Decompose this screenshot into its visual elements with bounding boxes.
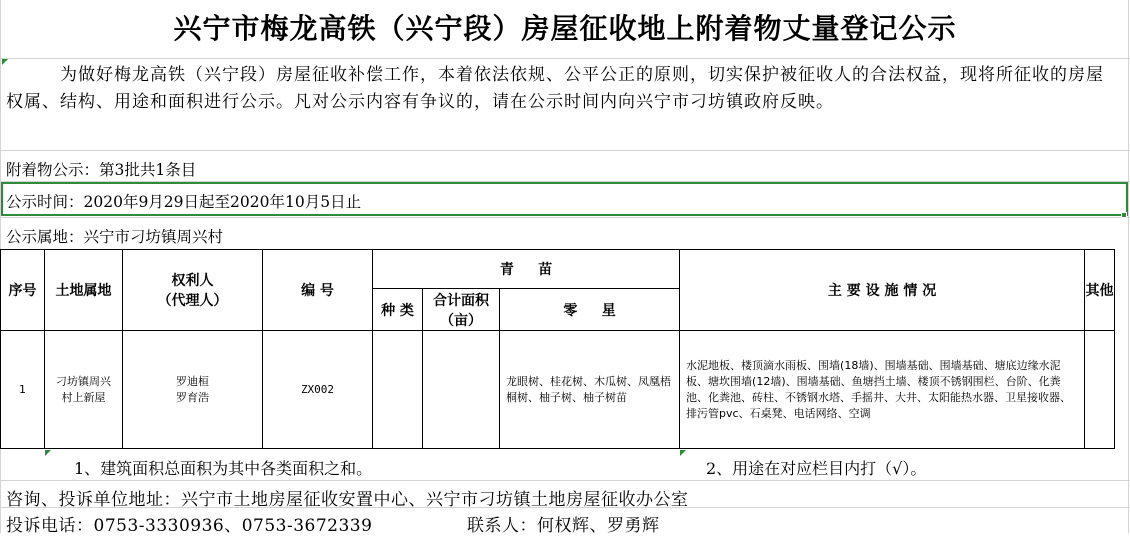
page-title: 兴宁市梅龙高铁（兴宁段）房屋征收地上附着物丈量登记公示 [173,12,957,45]
grid-line [0,217,1130,218]
cell-code: ZX002 [263,331,373,449]
registry-table [0,249,1115,449]
cell-seq: 1 [1,331,45,449]
header-other: 其他 [1085,250,1115,331]
grid-line [0,150,1130,151]
grid-line [0,58,1130,59]
cell-owner [123,331,263,449]
location-info: 公示属地：兴宁市刁坊镇周兴村 [6,228,224,246]
header-owner-line2: （代理人） [157,293,228,309]
note-1: 1、建筑面积总面积为其中各类面积之和。 [74,459,373,478]
cell-area [423,331,500,449]
period-info: 公示时间：2020年9月29日起至2020年10月5日止 [6,193,362,211]
cell-other [1085,331,1115,449]
contact-address: 咨询、投诉单位地址：兴宁市土地房屋征收安置中心、兴宁市刁坊镇土地房屋征收办公室 [6,490,689,510]
header-crops: 青 苗 [373,250,680,289]
header-owner [123,250,263,331]
header-owner-line1: 权利人 [171,273,214,289]
cell-scattered: 龙眼树、桂花树、木瓜树、凤凰梧桐树、柚子树、柚子树苗 [500,331,680,449]
contact-people: 联系人：何权辉、罗勇辉 [467,516,660,536]
cell-kind [373,331,423,449]
cell-land-text: 刁坊镇周兴村上新屋 [56,374,111,404]
header-area-line2: （亩） [440,312,482,329]
header-code: 编 号 [263,250,373,331]
owner-name-2: 罗育浩 [176,390,209,404]
table-row [1,331,1115,449]
cell-comment-marker [45,450,51,456]
header-kind: 种 类 [373,289,423,331]
intro-paragraph: 为做好梅龙高铁（兴宁段）房屋征收补偿工作，本着依法依规、公平公正的原则，切实保护被征收人的合法权益，现将所征收的房屋权属、结构、用途和面积进行公示。凡对公示内容有争议的，请在公示时间内向兴宁市刁坊镇政府反映。 [6,65,1104,112]
cell-facilities: 水泥地板、楼顶滴水雨板、围墙(18墙)、围墙基础、围墙基础、塘底边缘水泥板、塘坎围墙(12墙)、围墙基础、鱼塘挡土墙、楼顶不锈钢围栏、台阶、化粪池、化粪池、砖柱、不锈钢水塔、手摇井、大井、太阳能热水器、卫星接收器、排污管pvc、石桌凳、电话网络、空调 [680,331,1085,449]
note-2: 2、用途在对应栏目内打（√）。 [706,459,927,478]
header-land: 土地属地 [45,250,123,331]
contact-phone: 投诉电话：0753-3330936、0753-3672339 [6,516,373,536]
cell-land [45,331,123,449]
grid-line [1128,0,1129,533]
grid-line [0,480,1130,481]
cell-comment-marker [680,450,686,456]
header-seq: 序号 [1,250,45,331]
owner-name-1: 罗迪桓 [176,374,209,388]
header-scattered: 零 星 [500,289,680,331]
header-area-line1: 合计面积 [433,292,489,309]
header-facilities: 主 要 设 施 情 况 [680,250,1085,331]
header-area [423,289,500,331]
batch-info: 附着物公示：第3批共1条目 [6,161,197,179]
fill-handle[interactable] [1121,212,1127,218]
